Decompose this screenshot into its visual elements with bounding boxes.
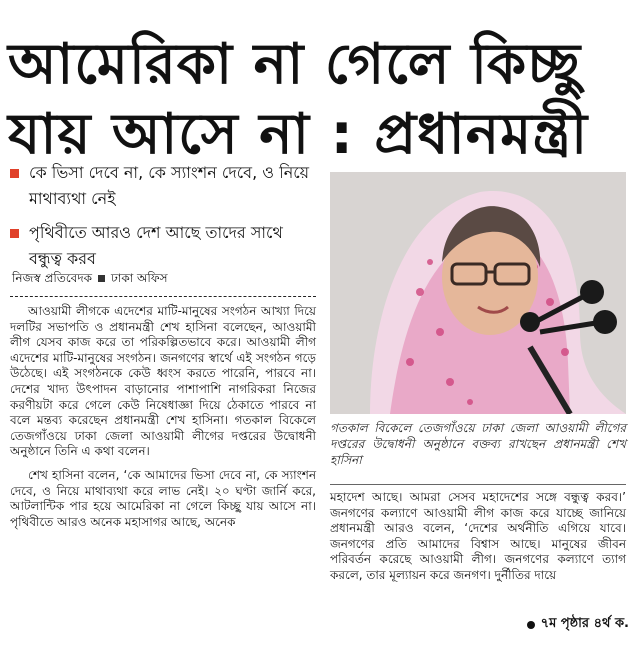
subheadline-item xyxy=(10,160,320,212)
article-paragraph: মহাদেশ আছে। আমরা সেসব মহাদেশের সঙ্গে বন্ধুত্ব করব।’ জনগণের কল্যাণে আওয়ামী লীগ কাজ করে যাচ্ছে জানিয়ে প্রধানমন্ত্রী আরও বলেন, ‘দেশের অর্থনীতি এগিয়ে যাবে। জনগণের প্রতি আমাদের বিশ্বাস আছে। মানুষের জীবন পরিবর্তন করেছে আওয়ামী লীগ। জনগণের কল্যাণে ত্যাগ করলে, তার মূল্যায়ন করে জনগণ। দুর্নীতির দায়ে xyxy=(330,490,626,582)
subheadline-text: কে ভিসা দেবে না, কে স্যাংশন দেবে, ও নিয়ে মাথাব্যথা নেই xyxy=(29,163,310,208)
bullet-square-icon xyxy=(10,169,19,178)
byline-divider xyxy=(10,296,316,297)
byline-office: ঢাকা অফিস xyxy=(111,271,168,285)
caption-divider xyxy=(330,484,626,485)
bullet-square-icon xyxy=(10,229,19,238)
continuation-note xyxy=(527,614,629,635)
bullet-dot-icon xyxy=(527,621,535,629)
byline-separator-icon xyxy=(98,275,105,282)
subheadline-item xyxy=(10,220,320,272)
byline xyxy=(12,270,312,286)
photo-illustration xyxy=(330,172,626,414)
article-body-right xyxy=(330,490,626,584)
article-paragraph: আওয়ামী লীগকে এদেশের মাটি-মানুষের সংগঠন আখ্যা দিয়ে দলটির সভাপতি ও প্রধানমন্ত্রী শেখ হাসিনা বলেছেন, আওয়ামী লীগ যেসব কাজ করে তা পরিকল্পিতভাবে করে। আওয়ামী লীগ এদেশের মাটি-মানুষের সংগঠন। জনগণের স্বার্থে এই সংগঠন গড়ে উঠেছে। এই সংগঠনকে কেউ ধ্বংস করতে পারেনি, পারবে না। দেশের খাদ্য উৎপাদন বাড়ানোর পাশাপাশি নাগরিকরা নিজের করণীয়টা করে গেলে কেউ নিষেধাজ্ঞা দিয়ে ঠেকাতে পারবে না বলে মন্তব্য করেছেন প্রধানমন্ত্রী শেখ হাসিনা। গতকাল বিকেলে তেজগাঁওয়ে ঢাকা জেলা আওয়ামী লীগের দপ্তরের উদ্বোধনী অনুষ্ঠানে তিনি এ কথা বলেন। xyxy=(10,304,316,459)
continuation-text: ৭ম পৃষ্ঠার ৪র্থ ক. xyxy=(540,616,629,631)
subheadline-list xyxy=(10,160,320,280)
byline-reporter: নিজস্ব প্রতিবেদক xyxy=(12,271,93,285)
article-photo xyxy=(330,172,626,414)
subheadline-text: পৃথিবীতে আরও দেশ আছে তাদের সাথে বন্ধুত্ব করব xyxy=(29,223,283,268)
headline: আমেরিকা না গেলে কিচ্ছু যায় আসে না : প্রধানমন্ত্রী xyxy=(8,32,589,167)
article-body-left xyxy=(10,304,316,538)
article-paragraph: শেখ হাসিনা বলেন, ‘কে আমাদের ভিসা দেবে না, কে স্যাংশন দেবে, ও নিয়ে মাথাব্যথা করে লাভ নেই। ২০ ঘণ্টা জার্নি করে, আটলান্টিক পার হয়ে আমেরিকা না গেলে কিচ্ছু যায় আসে না। পৃথিবীতে আরও অনেক মহাসাগর আছে, অনেক xyxy=(10,467,316,529)
photo-caption: গতকাল বিকেলে তেজগাঁওয়ে ঢাকা জেলা আওয়ামী লীগের দপ্তরের উদ্বোধনী অনুষ্ঠানে বক্তব্য রাখছেন প্রধানমন্ত্রী শেখ হাসিনা xyxy=(330,421,626,467)
